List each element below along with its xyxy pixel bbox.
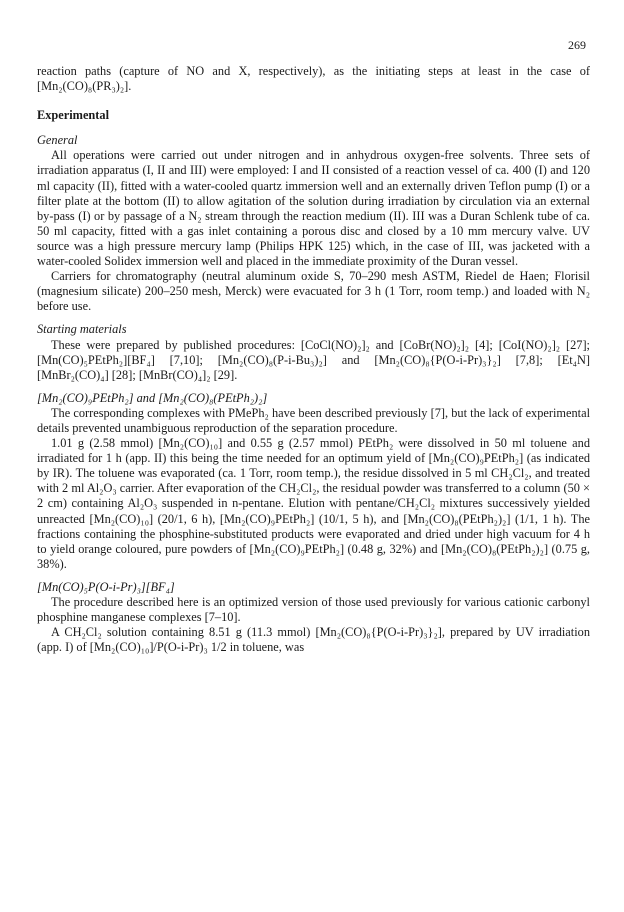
section-title: Experimental xyxy=(37,108,109,123)
subsection-heading-general: General xyxy=(37,133,78,148)
subsection-heading-starting-materials: Starting materials xyxy=(37,322,127,337)
paragraph: Carriers for chromatography (neutral aluminum oxide S, 70–290 mesh ASTM, Riedel de Haen; Florisil (magnesium silicate) 200–250 mesh, Merck) were evacuated for 3 h (1 Torr, room temp.) and loaded with N₂ before use. xyxy=(37,269,590,314)
paragraph: The corresponding complexes with PMePh₂ have been described previously [7], but the lack of experimental details prevented unambiguous reproduction of the separation procedure. xyxy=(37,405,590,435)
paragraph: These were prepared by published procedures: [CoCl(NO)₂]₂ and [CoBr(NO)₂]₂ [4]; [CoI(NO)₂]₂ [27]; [Mn(CO)₅PEtPh₂][BF₄] [7,10]; [Mn₂(CO)₈(P-i-Bu₃)₂] and [Mn₂(CO)₈{P(O-i-Pr)₃}₂] [7,8]; [Et₄N][MnBr₂(CO)₄] [28]; [MnBr(CO)₄]₂ [29]. xyxy=(37,337,590,382)
paragraph: The procedure described here is an optimized version of those used previously for various cationic carbonyl phosphine manganese complexes [7–10]. xyxy=(37,595,590,625)
paragraph: All operations were carried out under nitrogen and in anhydrous oxygen-free solvents. Three sets of irradiation apparatus (I, II and III) were employed: I and II consisted of a reaction vessel of ca. 400 (I) and 120 ml capacity (II), fitted with a water-cooled quartz immersion well and an externally driven Teflon pump (I) or a filter plate at the bottom (II) to allow agitation of the solution during irradiation by circulation via an external by-pass (I) or by passage of a N₂ stream through the reaction medium (II). III was a Duran Schlenk tube of ca. 50 ml capacity, fitted with a gas inlet containing a porous disc and closed by a 10 mm mercury valve. UV source was a high pressure mercury lamp (Philips HPK 125) which, in the case of III, was jacketed with a water-cooled Solidex immersion well and placed in the immediate proximity of the Duran vessel. xyxy=(37,148,590,269)
paragraph: 1.01 g (2.58 mmol) [Mn₂(CO)₁₀] and 0.55 g (2.57 mmol) PEtPh₂ were dissolved in 50 ml toluene and irradiated for 1 h (app. II) this being the time needed for an optimum yield of [Mn₂(CO)₉PEtPh₂] (as indicated by IR). The toluene was evaporated (ca. 1 Torr, room temp.), the residue dissolved in 5 ml CH₂Cl₂, and treated with 2 ml Al₂O₃ carrier. After evaporation of the CH₂Cl₂, the residual powder was transferred to a column (50 × 2 cm) containing Al₂O₃ suspended in n-pentane. Elution with pentane/CH₂Cl₂ mixtures successively yielded unreacted [Mn₂(CO)₁₀] (20/1, 6 h), [Mn₂(CO)₉PEtPh₂] (10/1, 5 h), and [Mn₂(CO)₈(PEtPh₂)₂] (1/1, 1 h). The fractions containing the phosphine-substituted products were evaporated and dried under high vacuum for 4 h to yield orange coloured, pure powders of [Mn₂(CO)₉PEtPh₂] (0.48 g, 32%) and [Mn₂(CO)₈(PEtPh₂)₂] (0.75 g, 38%). xyxy=(37,436,590,571)
subsection-heading-mn-pet: [Mn₂(CO)₉PEtPh₂] and [Mn₂(CO)₈(PEtPh₂)₂] xyxy=(37,390,268,405)
article-body xyxy=(37,64,590,655)
subsection-heading-mn-po: [Mn(CO)₅P(O-i-Pr)₃][BF₄] xyxy=(37,579,175,594)
page-number: 269 xyxy=(568,38,586,52)
intro-paragraph: reaction paths (capture of NO and X, respectively), as the initiating steps at least in the case of [Mn₂(CO)₈(PR₃)₂]. xyxy=(37,64,590,94)
paragraph: A CH₂Cl₂ solution containing 8.51 g (11.3 mmol) [Mn₂(CO)₈{P(O-i-Pr)₃}₂], prepared by UV irradiation (app. I) of [Mn₂(CO)₁₀]/P(O-i-Pr)₃ 1/2 in toluene, was xyxy=(37,625,590,655)
